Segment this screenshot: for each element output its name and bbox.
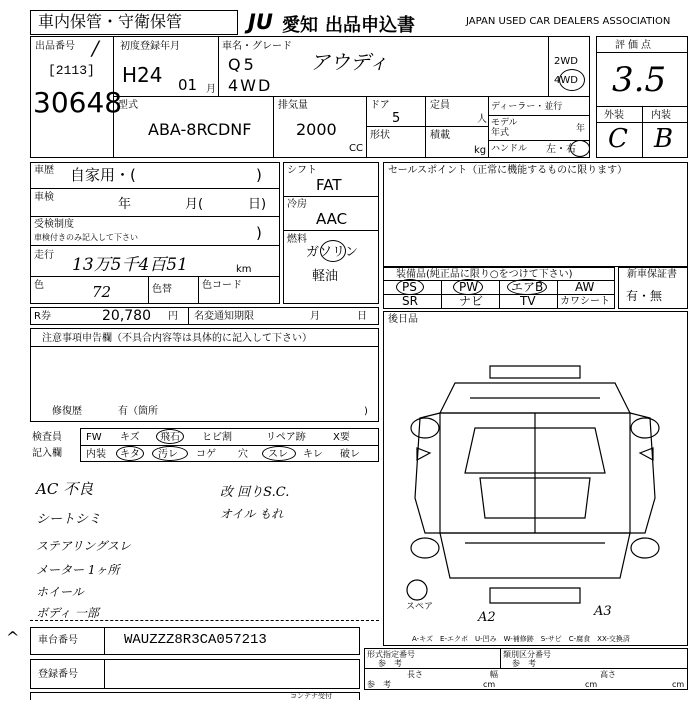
plate-frame bbox=[30, 659, 360, 689]
org-english: JAPAN USED CAR DEALERS ASSOCIATION bbox=[466, 16, 671, 27]
diagram-legend: A-キズ E-エクボ U-凹み W-補修跡 S-サビ C-腐食 XX-交換済 bbox=[412, 635, 630, 643]
color-label: 色 bbox=[34, 280, 44, 291]
recall-close: ) bbox=[256, 224, 262, 242]
load-unit: kg bbox=[474, 145, 487, 156]
capacity-label: 定員 bbox=[430, 100, 450, 111]
insp-replace: X要 bbox=[333, 432, 350, 443]
footer-ref-3: 参 考 bbox=[367, 680, 391, 689]
repair-value: 有（箇所 bbox=[118, 406, 158, 417]
equip-pw: PW bbox=[459, 280, 479, 294]
cooler-value: AAC bbox=[316, 210, 348, 228]
recall-sub: 車検付きのみ記入して下さい bbox=[34, 233, 138, 242]
doors-value: 5 bbox=[392, 111, 401, 126]
insp-rip: 破レ bbox=[340, 449, 360, 460]
inspector-label1: 検査員 bbox=[32, 432, 62, 443]
footer-width: 幅 bbox=[490, 670, 498, 679]
footer-ref-1: 参 考 bbox=[378, 659, 402, 668]
ext-label: 外装 bbox=[604, 110, 624, 121]
insp-dirt: 汚レ bbox=[158, 449, 178, 460]
equip-ps: PS bbox=[402, 280, 417, 294]
rating-score: 3.5 bbox=[612, 60, 667, 100]
fuel-gas: ガソリン bbox=[306, 245, 359, 260]
equip-leather: カワシート bbox=[560, 296, 610, 307]
recall-label: 受検制度 bbox=[34, 219, 74, 230]
stamp-label: コンテナ受付 bbox=[290, 692, 332, 700]
remark-3: ステアリングスレ bbox=[36, 539, 131, 553]
lot-number: 30648 bbox=[33, 86, 123, 119]
equip-sr: SR bbox=[402, 294, 418, 308]
title-expiry-month: 月 bbox=[310, 311, 320, 322]
recycle-value: 20,780 bbox=[102, 308, 151, 324]
model-year-unit: 年 bbox=[576, 124, 586, 134]
remark-4: メーター 1ヶ所 bbox=[36, 563, 120, 577]
rating-label: 評価点 bbox=[615, 40, 654, 51]
notes-label: 注意事項申告欄（不具合内容等は具体的に記入して下さい） bbox=[42, 333, 312, 344]
car-damage-diagram bbox=[395, 358, 685, 628]
int-grade: B bbox=[654, 124, 674, 154]
inspection-label: 車検 bbox=[34, 192, 54, 203]
drive-4wd-circle bbox=[559, 69, 585, 91]
equip-airbag-circle bbox=[507, 279, 547, 295]
title-expiry-day: 日 bbox=[357, 311, 367, 322]
insp-tear: キレ bbox=[303, 449, 323, 460]
inspection-day: 日) bbox=[248, 197, 267, 212]
warranty-label: 新車保証書 bbox=[627, 269, 677, 280]
insp-chip: 飛石 bbox=[160, 432, 180, 443]
mileage-unit: km bbox=[236, 264, 252, 275]
shape-label: 形状 bbox=[370, 130, 390, 141]
history-label: 車歴 bbox=[34, 165, 54, 176]
footer-length: 長さ bbox=[407, 670, 423, 679]
color-code-label: 色コード bbox=[202, 280, 242, 291]
form-title: 出品申込書 bbox=[325, 15, 415, 36]
equip-pw-circle bbox=[453, 279, 483, 295]
chassis-value: WAUZZZ8R3CA057213 bbox=[124, 632, 267, 648]
color-change-label: 色替 bbox=[152, 284, 172, 295]
model-year-label2: 年式 bbox=[491, 128, 510, 138]
displacement-value: 2000 bbox=[296, 120, 337, 139]
history-value: 自家用・( bbox=[70, 166, 136, 184]
footer-unit-1: cm bbox=[483, 680, 496, 689]
displacement-label: 排気量 bbox=[278, 100, 308, 111]
maker-name: アウディ bbox=[310, 50, 389, 74]
capacity-unit: 人 bbox=[477, 114, 487, 125]
name-label: 車名・グレード bbox=[222, 41, 292, 52]
handle-label: ハンドル bbox=[491, 144, 528, 154]
type-label: 型式 bbox=[118, 100, 138, 111]
type-value: ABA-8RCDNF bbox=[148, 120, 252, 139]
inspector-label2: 記入欄 bbox=[32, 448, 62, 459]
warranty-value: 有・無 bbox=[626, 289, 663, 303]
inspection-year: 年 bbox=[118, 197, 132, 212]
load-label: 積載 bbox=[430, 130, 450, 141]
equipment-label: 装備品(純正品に限り○をつけて下さい) bbox=[396, 269, 573, 280]
insp-burn: コゲ bbox=[196, 449, 216, 460]
remark-right-2: オイル もれ bbox=[220, 507, 284, 521]
chassis-label: 車台番号 bbox=[38, 635, 78, 646]
remark-2: シートシミ bbox=[36, 512, 102, 527]
repair-close: ) bbox=[364, 406, 368, 417]
recycle-label: R券 bbox=[34, 311, 51, 322]
footer-height: 高さ bbox=[600, 670, 616, 679]
fuel-diesel: 軽油 bbox=[312, 269, 339, 284]
insp-wear: スレ bbox=[268, 449, 288, 460]
insp-scratch: キズ bbox=[120, 432, 140, 443]
footer-class-label: 類別区分番号 bbox=[503, 650, 551, 659]
left-mark: ^ bbox=[6, 628, 20, 647]
lot-label: 出品番号 bbox=[35, 41, 75, 52]
storage-label: 車内保管・守衛保管 bbox=[38, 12, 183, 31]
remark-6: ボディ 一部 bbox=[36, 606, 99, 620]
displacement-unit: CC bbox=[349, 143, 363, 154]
equip-aw: AW bbox=[575, 280, 595, 294]
insp-dirt-circle bbox=[152, 446, 188, 461]
int-label: 内装 bbox=[651, 110, 671, 121]
later-label: 後日品 bbox=[388, 314, 418, 325]
mileage-value: 13万5千4百51 bbox=[72, 255, 188, 275]
title-expiry-label: 名変通知期限 bbox=[194, 311, 254, 322]
registration-label: 初度登録年月 bbox=[120, 41, 180, 52]
remark-5: ホイール bbox=[36, 585, 84, 599]
insp-hole: 穴 bbox=[238, 449, 248, 460]
footer-model-label: 形式指定番号 bbox=[367, 650, 415, 659]
mileage-label: 走行 bbox=[34, 250, 54, 261]
equip-navi: ナビ bbox=[459, 294, 484, 308]
shift-label: シフト bbox=[287, 165, 317, 176]
dealer-label: ディーラー・並行 bbox=[491, 102, 563, 112]
grade-name: 4WD bbox=[228, 76, 273, 95]
footer-unit-2: cm bbox=[585, 680, 598, 689]
sales-points-label: セールスポイント（正常に機能するものに限ります） bbox=[388, 165, 628, 176]
drive-2wd: 2WD bbox=[554, 56, 578, 67]
remark-right-1: 改 回りS.C. bbox=[220, 485, 290, 500]
registration-year: H24 bbox=[122, 63, 163, 87]
footer-unit-3: cm bbox=[672, 680, 685, 689]
registration-month: 01 bbox=[178, 76, 198, 94]
model-year-label: モデル bbox=[491, 118, 518, 128]
org-name: 愛知 bbox=[282, 15, 318, 36]
ext-grade: C bbox=[608, 124, 628, 154]
recycle-unit: 円 bbox=[168, 311, 178, 322]
lot-mark: / bbox=[92, 36, 99, 60]
remark-1: AC 不良 bbox=[36, 480, 94, 498]
insp-interior: 内装 bbox=[86, 449, 106, 460]
repair-label: 修復歴 bbox=[52, 406, 82, 417]
doors-label: ドア bbox=[370, 100, 390, 111]
handle-value: 左・右 bbox=[546, 144, 576, 155]
insp-wear-circle bbox=[262, 446, 296, 461]
insp-repair: リペア跡 bbox=[266, 432, 306, 443]
model-name: Q5 bbox=[228, 55, 257, 74]
spare-label: スペア bbox=[406, 602, 434, 612]
plate-label: 登録番号 bbox=[38, 669, 78, 680]
mark-a2: A2 bbox=[478, 610, 496, 625]
equip-airbag: エアB bbox=[511, 280, 544, 294]
footer-ref-2: 参 考 bbox=[512, 659, 536, 668]
drive-4wd: 4WD bbox=[554, 75, 578, 86]
lot-code: [2113] bbox=[48, 63, 95, 78]
fuel-gas-circle bbox=[320, 240, 346, 262]
equip-ps-circle bbox=[396, 279, 424, 295]
fuel-label: 燃料 bbox=[287, 234, 307, 245]
sales-points-frame bbox=[383, 162, 688, 267]
color-value: 72 bbox=[92, 283, 112, 301]
insp-fw: FW bbox=[86, 432, 102, 443]
mark-a3: A3 bbox=[594, 604, 612, 619]
equip-tv: TV bbox=[520, 294, 536, 308]
insp-dent-circle bbox=[116, 446, 144, 461]
insp-chip-circle bbox=[156, 429, 184, 444]
insp-crack: ヒビ割 bbox=[202, 432, 232, 443]
handle-right-circle bbox=[570, 140, 590, 157]
shift-value: FAT bbox=[316, 176, 342, 194]
ju-logo: JU bbox=[248, 10, 273, 34]
inspection-month: 月( bbox=[185, 197, 204, 212]
registration-month-unit: 月 bbox=[206, 84, 216, 95]
history-close: ) bbox=[256, 166, 262, 184]
insp-dent: キタ bbox=[120, 449, 140, 460]
cooler-label: 冷房 bbox=[287, 199, 307, 210]
